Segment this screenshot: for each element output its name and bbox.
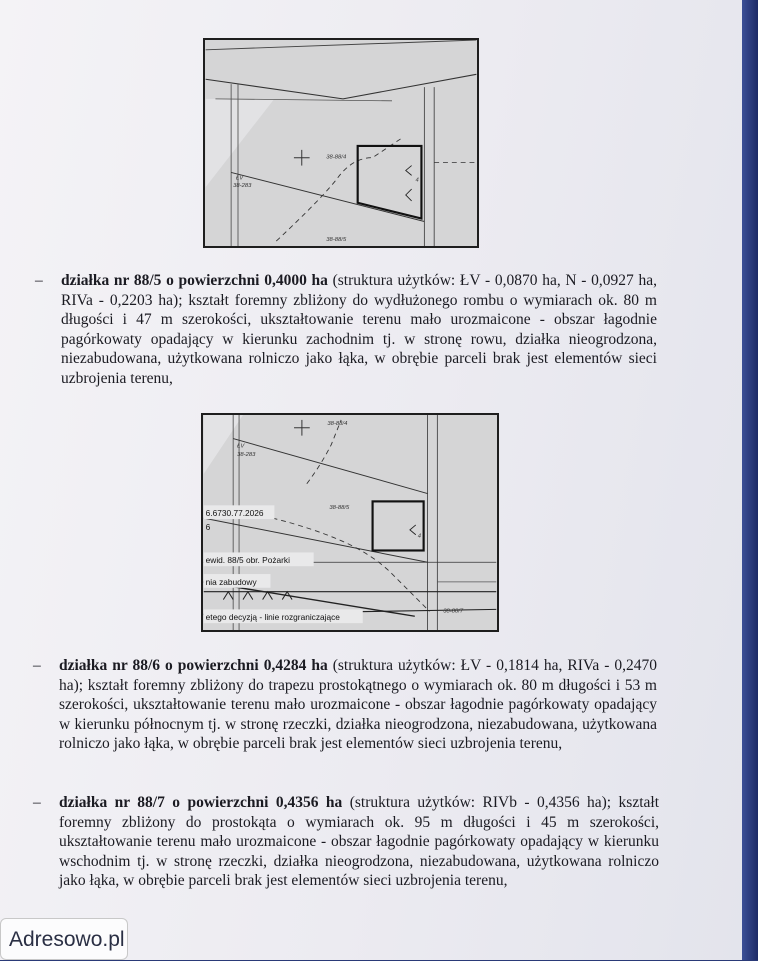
label-38-88-5: 38-88/5 xyxy=(326,237,347,244)
parcel-88-5-heading: działka nr 88/5 o powierzchni 0,4000 ha xyxy=(61,272,328,289)
label-38-283: 38-283 xyxy=(237,452,256,459)
ewid-label: ewid. 88/5 obr. Pożarki xyxy=(205,555,290,566)
bullet-dash: – xyxy=(35,272,43,289)
parcel-88-7-heading: działka nr 88/7 o powierzchni 0,4356 ha xyxy=(59,794,343,811)
parcel-88-5-text: (struktura użytków: ŁV - 0,0870 ha, N - 0,0927 ha, RIVa - 0,2203 ha); kształt foremny zbliżony do wydłużonego rombu o wymiarach ok. 80 m długości i 47 m szerokości, ukształtowanie terenu mało urozmaicone - obszar łagodnie pagórkowaty opadający w kierunku zachodnim tj. w stronę rowu, działka nieogrodzona, niezabudowana, użytkowana rolniczo jako łąka, w obrębie parceli brak jest elementów sieci uzbrojenia terenu, xyxy=(61,272,657,387)
label-lv: ŁV xyxy=(236,175,244,182)
linia-zabudowy-label: nia zabudowy xyxy=(205,576,257,587)
decyzja-label: etego decyzją - linie rozgraniczające xyxy=(205,612,340,623)
binder-edge xyxy=(742,0,758,960)
label-lv: ŁV xyxy=(237,443,245,450)
bullet-dash: – xyxy=(33,794,41,811)
label-4: 4 xyxy=(417,533,422,540)
coordinate-label: 6.6730.77.2026 xyxy=(205,508,264,519)
label-4: 4 xyxy=(415,177,419,184)
adresowo-watermark[interactable]: Adresowo.pl xyxy=(0,918,128,960)
parcel-88-6-heading: działka nr 88/6 o powierzchni 0,4284 ha xyxy=(59,657,328,674)
label-38-88-4: 38-88/4 xyxy=(326,154,347,161)
parcel-88-5-description xyxy=(35,271,657,389)
label-38-88-5: 38-88/5 xyxy=(329,505,350,512)
map-1-drawing xyxy=(205,40,477,246)
label-38-283: 38-283 xyxy=(233,183,252,190)
parcel-88-7-description xyxy=(33,793,659,891)
label-38-88-7: 38-88/7 xyxy=(443,608,464,615)
map-excerpt-parcel-88-4 xyxy=(203,38,479,248)
parcel-88-6-text: (struktura użytków: ŁV - 0,1814 ha, RIVa - 0,2470 ha); kształt foremny zbliżony do trapezu prostokątnego o wymiarach ok. 80 m długości i 53 m szerokości, ukształtowanie terenu mało urozmaicone - obszar łagodnie pagórkowaty opadający w kierunku północnym tj. w stronę rzeczki, działka nieogrodzona, niezabudowana, użytkowana rolniczo jako łąka, w obrębie parceli brak jest elementów sieci uzbrojenia terenu, xyxy=(59,657,657,753)
parcel-88-7-text: (struktura użytków: RIVb - 0,4356 ha); kształt foremny zbliżony do prostokąta o wymiarach ok. 95 m długości i 45 m szerokości, ukształtowanie terenu mało urozmaicone - obszar łagodnie pagórkowaty opadający w kierunku wschodnim tj. w stronę rzeczki, działka nieogrodzona, niezabudowana, użytkowana rolniczo jako łąka, w obrębie parceli brak jest elementów sieci uzbrojenia terenu, xyxy=(59,794,659,890)
parcel-88-6-description xyxy=(33,656,657,754)
bullet-dash: – xyxy=(33,657,41,674)
label-6: 6 xyxy=(205,521,211,532)
map-2-drawing xyxy=(203,415,497,630)
map-excerpt-parcel-88-5 xyxy=(201,413,499,632)
label-38-88-4: 38-88/4 xyxy=(327,420,348,427)
